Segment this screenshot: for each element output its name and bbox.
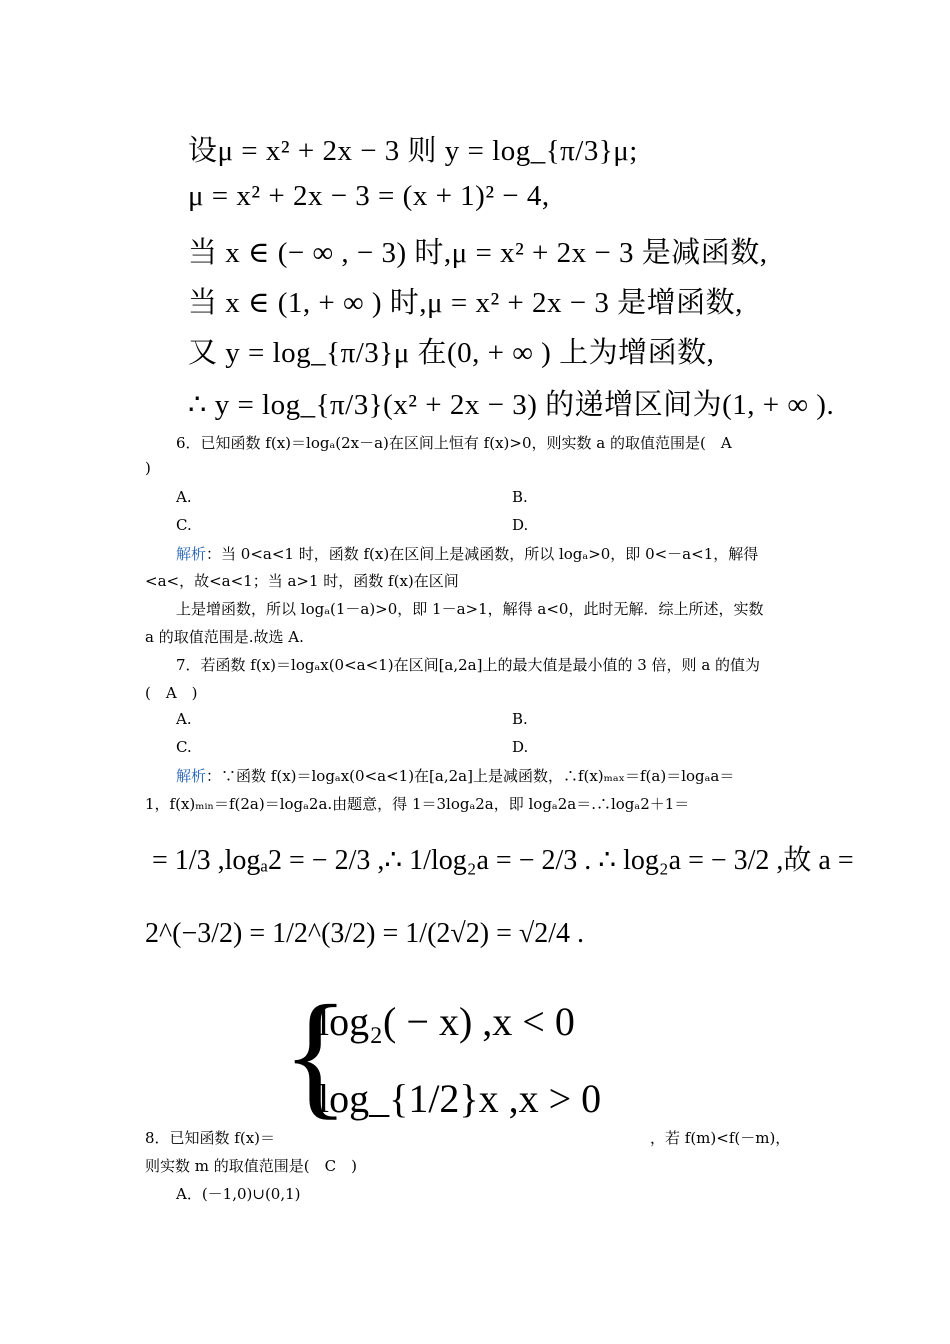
- q6-explanation-line-2: <a<，故<a<1；当 a>1 时，函数 f(x)在区间: [145, 572, 459, 590]
- q7-explanation-label: 解析: [176, 767, 207, 785]
- q7-option-d: D.: [512, 738, 529, 756]
- q6-explanation-line-1: [176, 543, 758, 564]
- q7-option-b: B.: [512, 710, 528, 728]
- q6-option-d: D.: [512, 516, 529, 534]
- q6-option-b: B.: [512, 488, 528, 506]
- q7-formula-line-1: = 1/3 ,logₐ2 = − 2/3 ,∴ 1/log₂a = − 2/3 . ∴ log₂a = − 3/2 ,故 a =: [152, 845, 854, 876]
- q6-option-a: A.: [176, 488, 192, 506]
- q7-explanation-text-1: ：∵函数 f(x)＝logₐx(0<a<1)在[a,2a]上是减函数，∴f(x)ₘₐₓ＝f(a)＝logₐa＝: [206, 767, 735, 785]
- q6-option-c: C.: [176, 516, 192, 534]
- q7-option-c: C.: [176, 738, 192, 756]
- q7-explanation-line-1: [176, 765, 734, 786]
- proof-line-6: ∴ y = log_{π/3}(x² + 2x − 3) 的递增区间为(1, + ∞ ).: [188, 389, 835, 421]
- q6-stem-line-1: 6．已知函数 f(x)＝logₐ(2x－a)在区间上恒有 f(x)>0，则实数 a 的取值范围是( A: [176, 434, 732, 452]
- piecewise-case-1: log₂( − x) ,x < 0: [318, 999, 575, 1044]
- proof-line-3: 当 x ∈ (− ∞ , − 3) 时,μ = x² + 2x − 3 是减函数,: [188, 237, 768, 269]
- q8-stem-line-1b: ，若 f(m)<f(－m)，: [650, 1129, 791, 1147]
- q6-explanation-label: 解析: [176, 545, 207, 563]
- q6-explanation-line-3: 上是增函数，所以 logₐ(1－a)>0，即 1－a>1，解得 a<0，此时无解．综上所述，实数: [176, 600, 764, 618]
- q7-explanation-line-2: 1，f(x)ₘᵢₙ＝f(2a)＝logₐ2a.由题意，得 1＝3logₐ2a，即 logₐ2a＝.∴logₐ2＋1＝: [145, 795, 690, 813]
- proof-line-2: μ = x² + 2x − 3 = (x + 1)² − 4,: [188, 180, 550, 212]
- q6-stem-line-2: ): [145, 459, 151, 477]
- q6-explanation-text-1: ：当 0<a<1 时，函数 f(x)在区间上是减函数，所以 logₐ>0，即 0<－a<1，解得: [206, 545, 759, 563]
- proof-line-4: 当 x ∈ (1, + ∞ ) 时,μ = x² + 2x − 3 是增函数,: [188, 287, 743, 319]
- q7-stem-line-2: ( A ): [145, 684, 198, 702]
- piecewise-case-2: log_{1/2}x ,x > 0: [318, 1076, 602, 1121]
- proof-line-1: 设μ = x² + 2x − 3 则 y = log_{π/3}μ;: [188, 135, 638, 167]
- proof-line-5: 又 y = log_{π/3}μ 在(0, + ∞ ) 上为增函数,: [188, 337, 715, 369]
- q7-option-a: A.: [176, 710, 192, 728]
- q8-stem-line-1a: 8．已知函数 f(x)＝: [145, 1129, 276, 1147]
- q6-explanation-line-4: a 的取值范围是.故选 A.: [145, 628, 304, 646]
- piecewise-brace: {: [282, 977, 350, 1132]
- q8-stem-line-2: 则实数 m 的取值范围是( C ): [145, 1157, 357, 1175]
- q8-option-a: A．(－1,0)∪(0,1): [176, 1185, 301, 1203]
- q7-formula-line-2: 2^(−3/2) = 1/2^(3/2) = 1/(2√2) = √2/4 .: [145, 918, 585, 949]
- q7-stem-line-1: 7．若函数 f(x)＝logₐx(0<a<1)在区间[a,2a]上的最大值是最小值的 3 倍，则 a 的值为: [176, 656, 761, 674]
